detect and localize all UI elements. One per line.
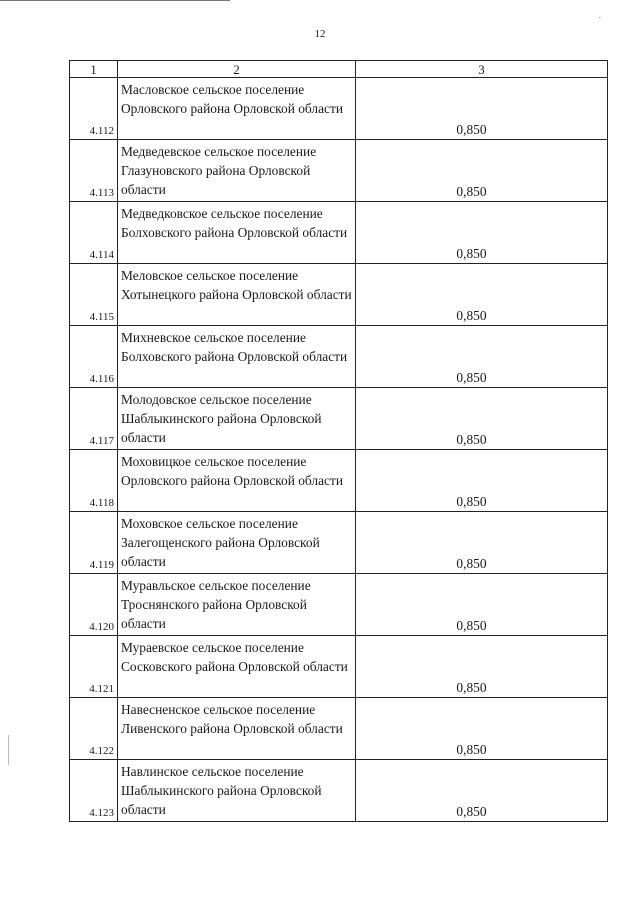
table-row bbox=[70, 326, 608, 388]
scan-top-rule bbox=[0, 0, 230, 1]
row-code: 4.114 bbox=[70, 202, 118, 264]
table-row bbox=[70, 760, 608, 822]
table-row bbox=[70, 698, 608, 760]
row-code: 4.121 bbox=[70, 636, 118, 698]
coefficient-value: 0,850 bbox=[356, 450, 608, 512]
coefficient-value: 0,850 bbox=[356, 636, 608, 698]
table-row bbox=[70, 202, 608, 264]
settlement-name: Моховицкое сельское поселение Орловского района Орловской области bbox=[118, 450, 356, 512]
table-row bbox=[70, 512, 608, 574]
row-code: 4.118 bbox=[70, 450, 118, 512]
coefficient-value: 0,850 bbox=[356, 574, 608, 636]
coefficient-value: 0,850 bbox=[356, 512, 608, 574]
settlement-name: Навлинское сельское поселение Шаблыкинского района Орловской области bbox=[118, 760, 356, 822]
row-code: 4.123 bbox=[70, 760, 118, 822]
settlement-name: Навесненское сельское поселение Ливенского района Орловской области bbox=[118, 698, 356, 760]
page-number: 12 bbox=[314, 28, 326, 40]
coefficient-value: 0,850 bbox=[356, 264, 608, 326]
row-code: 4.116 bbox=[70, 326, 118, 388]
coefficient-value: 0,850 bbox=[356, 698, 608, 760]
table-row bbox=[70, 388, 608, 450]
settlement-name: Мураевское сельское поселение Сосковского района Орловской области bbox=[118, 636, 356, 698]
row-code: 4.120 bbox=[70, 574, 118, 636]
row-code: 4.115 bbox=[70, 264, 118, 326]
coefficient-value: 0,850 bbox=[356, 140, 608, 202]
table-row bbox=[70, 574, 608, 636]
settlement-name: Меловское сельское поселение Хотынецкого района Орловской области bbox=[118, 264, 356, 326]
column-header-3: 3 bbox=[356, 61, 608, 78]
settlement-name: Молодовское сельское поселение Шаблыкинского района Орловской области bbox=[118, 388, 356, 450]
scan-margin-mark bbox=[8, 735, 9, 765]
settlement-name: Медведевское сельское поселение Глазуновского района Орловской области bbox=[118, 140, 356, 202]
settlement-name: Михневское сельское поселение Болховского района Орловской области bbox=[118, 326, 356, 388]
scan-corner-mark: · bbox=[598, 12, 602, 24]
table-row bbox=[70, 450, 608, 512]
settlement-name: Медведковское сельское поселение Болховского района Орловской области bbox=[118, 202, 356, 264]
coefficient-value: 0,850 bbox=[356, 78, 608, 140]
settlement-name: Моховское сельское поселение Залегощенского района Орловской области bbox=[118, 512, 356, 574]
row-code: 4.113 bbox=[70, 140, 118, 202]
row-code: 4.119 bbox=[70, 512, 118, 574]
table-row bbox=[70, 78, 608, 140]
column-header-2: 2 bbox=[118, 61, 356, 78]
row-code: 4.112 bbox=[70, 78, 118, 140]
table-row bbox=[70, 636, 608, 698]
table-row bbox=[70, 264, 608, 326]
table-row bbox=[70, 140, 608, 202]
coefficient-value: 0,850 bbox=[356, 760, 608, 822]
coefficient-value: 0,850 bbox=[356, 326, 608, 388]
table-header-row bbox=[70, 61, 608, 78]
settlement-name: Муравльское сельское поселение Троснянского района Орловской области bbox=[118, 574, 356, 636]
coefficient-table bbox=[69, 60, 608, 822]
row-code: 4.122 bbox=[70, 698, 118, 760]
column-header-1: 1 bbox=[70, 61, 118, 78]
row-code: 4.117 bbox=[70, 388, 118, 450]
coefficient-value: 0,850 bbox=[356, 388, 608, 450]
coefficient-value: 0,850 bbox=[356, 202, 608, 264]
settlement-name: Масловское сельское поселение Орловского района Орловской области bbox=[118, 78, 356, 140]
